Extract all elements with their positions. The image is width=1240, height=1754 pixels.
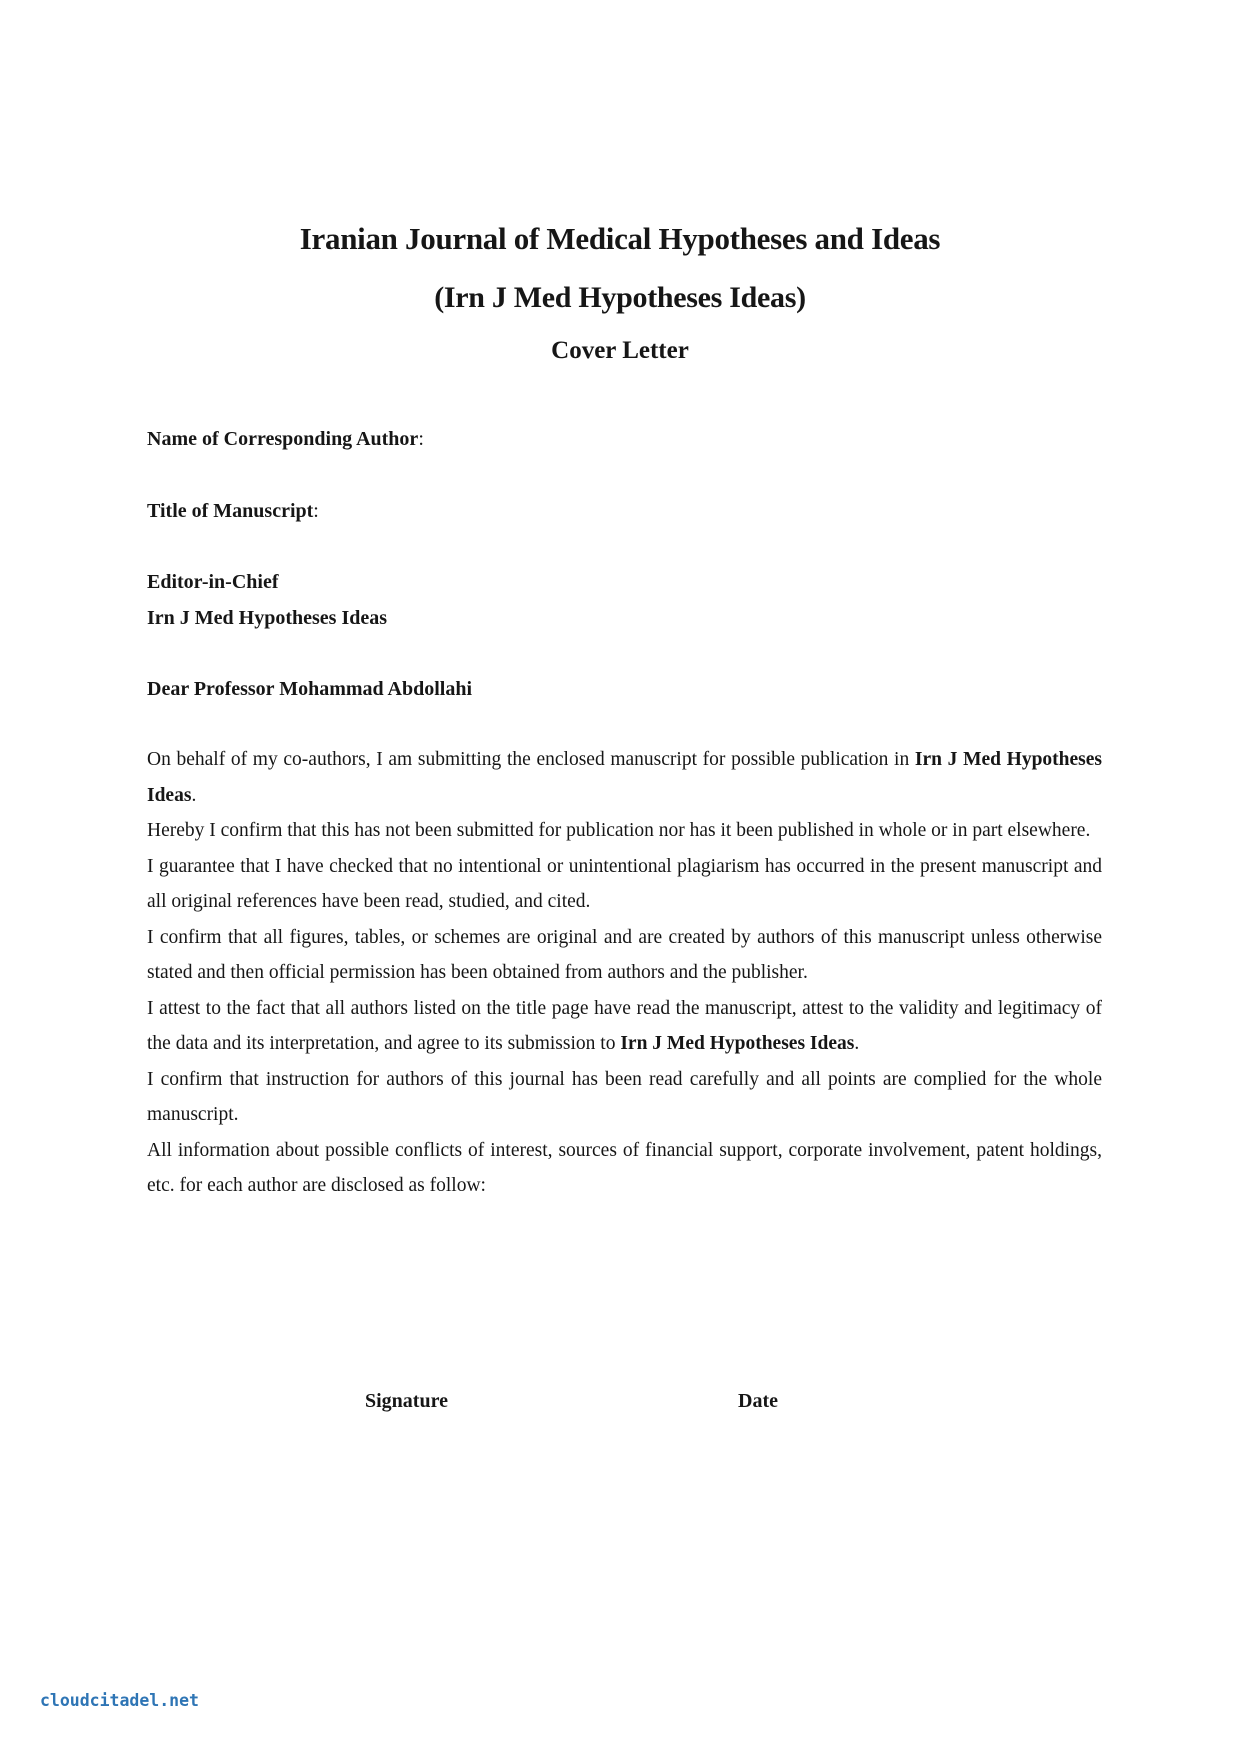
journal-title: Iranian Journal of Medical Hypotheses and Ideas [299, 221, 941, 256]
body-paragraph [147, 920, 1102, 991]
body-paragraph [147, 1133, 1102, 1204]
signature-label: Signature [365, 1390, 448, 1412]
journal-name-bold: Irn J Med Hypotheses Ideas [620, 1033, 855, 1054]
corresponding-author-label-colon: : [418, 428, 424, 450]
body-paragraph [147, 813, 1102, 849]
paragraph-text: . [854, 1033, 860, 1054]
document-subtitle: Cover Letter [551, 337, 689, 364]
paragraph-text: I confirm that all figures, tables, or schemes are original and are created by authors of this manuscript unless otherwise stated and then official permission has been obtained from authors and the publisher. [147, 926, 1102, 983]
manuscript-title-label-text: Title of Manuscript [147, 500, 314, 522]
manuscript-title-field-label [147, 498, 1102, 524]
watermark: cloudcitadel.net [40, 1691, 199, 1710]
paragraph-text: All information about possible conflicts of interest, sources of financial support, corporate involvement, patent holdings, etc. for each author are disclosed as follow: [147, 1139, 1102, 1196]
journal-abbreviation: (Irn J Med Hypotheses Ideas) [434, 281, 806, 314]
paragraph-text: . [191, 784, 197, 806]
journal-name-bold: Irn J Med Hypotheses Ideas [147, 749, 1102, 806]
body-paragraph [147, 742, 1102, 813]
body-paragraph [147, 1062, 1102, 1133]
recipient-journal: Irn J Med Hypotheses Ideas [147, 607, 388, 629]
paragraph-text: On behalf of my co-authors, I am submitting the enclosed manuscript for possible publication in [147, 749, 915, 770]
paragraph-text: Hereby I confirm that this has not been submitted for publication nor has it been published in whole or in part elsewhere. [147, 820, 1091, 841]
corresponding-author-field-label [147, 426, 1102, 452]
salutation: Dear Professor Mohammad Abdollahi [147, 678, 473, 700]
signature-date-row [0, 1390, 1240, 1420]
paragraph-text: I attest to the fact that all authors listed on the title page have read the manuscript, attest to the validity and legitimacy of the data and its interpretation, and agree to its submission to [147, 997, 1102, 1054]
corresponding-author-label-text: Name of Corresponding Author [147, 428, 419, 450]
paragraph-text: I guarantee that I have checked that no intentional or unintentional plagiarism has occurred in the present manuscript and all original references have been read, studied, and cited. [147, 855, 1102, 912]
manuscript-title-label-colon: : [313, 500, 319, 522]
body-paragraph [147, 849, 1102, 920]
body-paragraph [147, 991, 1102, 1062]
letter-body [147, 742, 1102, 1204]
paragraph-text: I confirm that instruction for authors of this journal has been read carefully and all points are complied for the whole manuscript. [147, 1068, 1102, 1125]
date-label: Date [738, 1390, 778, 1412]
recipient-role: Editor-in-Chief [147, 571, 279, 593]
